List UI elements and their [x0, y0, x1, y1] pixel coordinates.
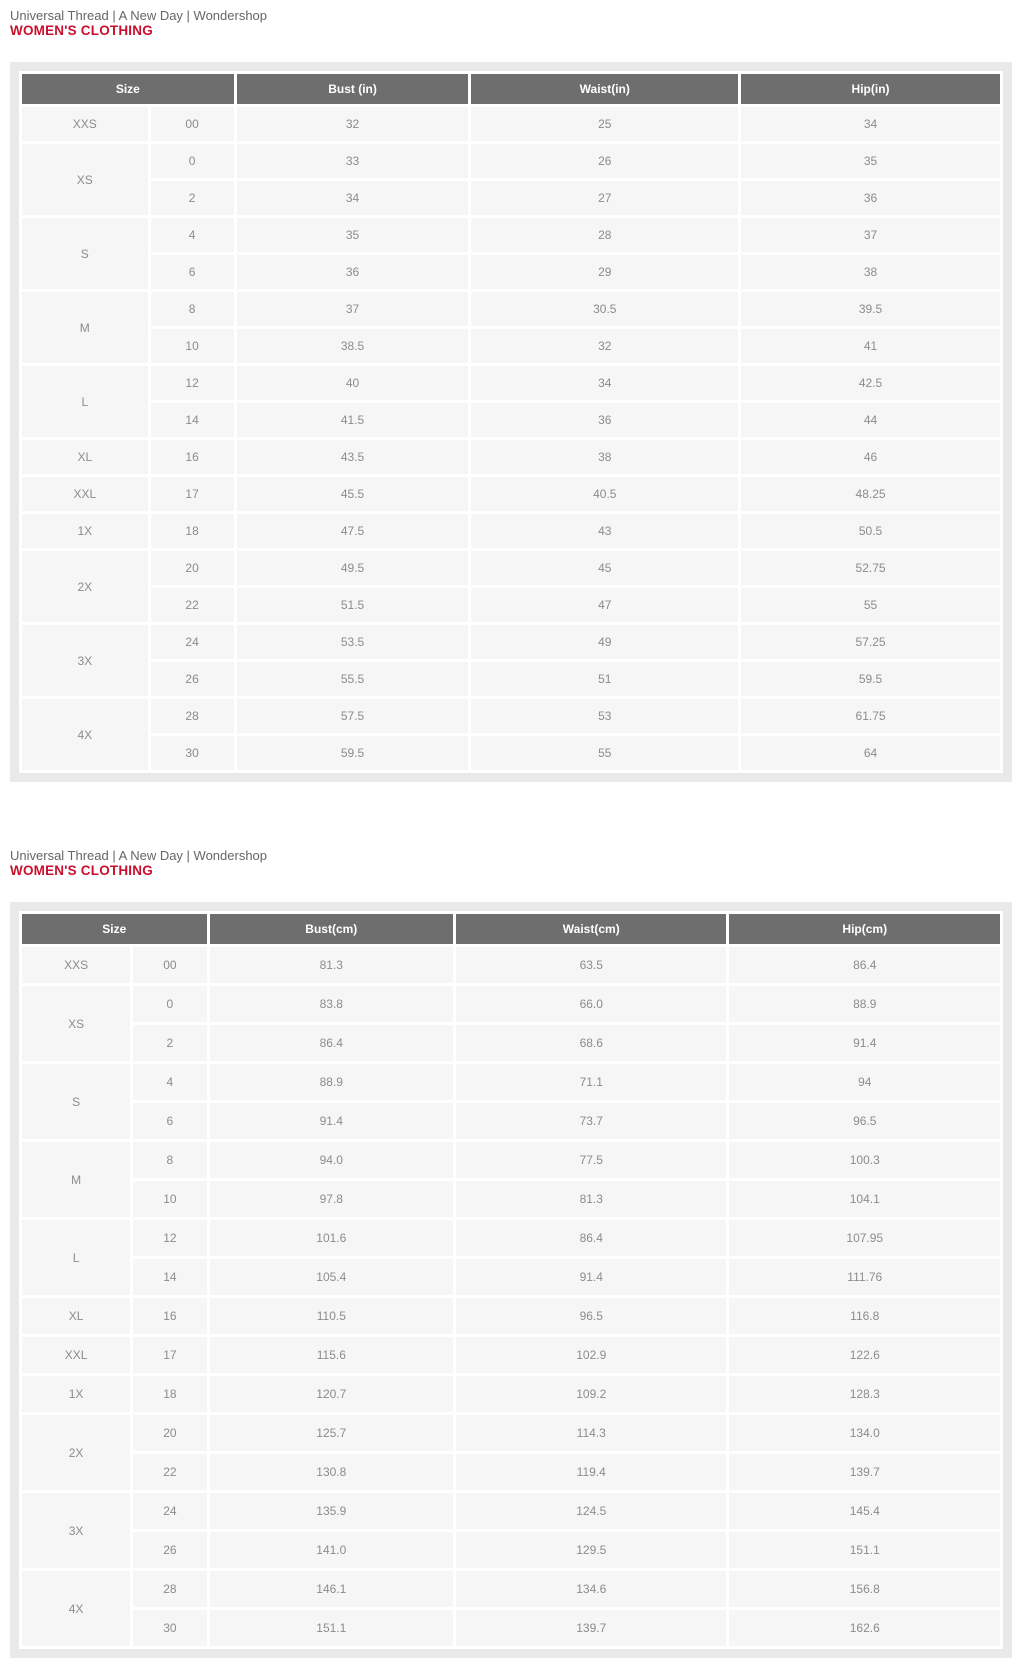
size-number-cell: 20 — [133, 1415, 206, 1451]
bust-cell: 57.5 — [237, 699, 469, 733]
table-row — [22, 329, 1000, 363]
hip-cell: 42.5 — [741, 366, 1000, 400]
waist-cell: 81.3 — [456, 1181, 726, 1217]
waist-cell: 91.4 — [456, 1259, 726, 1295]
size-table-cm — [19, 911, 1003, 1649]
table-row — [22, 1454, 1000, 1490]
bust-cell: 115.6 — [210, 1337, 453, 1373]
hip-cell: 50.5 — [741, 514, 1000, 548]
column-header: Bust(cm) — [210, 914, 453, 944]
column-header: Size — [22, 914, 207, 944]
waist-cell: 68.6 — [456, 1025, 726, 1061]
table-row — [22, 1025, 1000, 1061]
table-row — [22, 625, 1000, 659]
hip-cell: 39.5 — [741, 292, 1000, 326]
hip-cell: 57.25 — [741, 625, 1000, 659]
waist-cell: 40.5 — [471, 477, 738, 511]
table-row — [22, 1298, 1000, 1334]
waist-cell: 36 — [471, 403, 738, 437]
size-table-in — [19, 71, 1003, 773]
column-header: Bust (in) — [237, 74, 469, 104]
bust-cell: 40 — [237, 366, 469, 400]
size-number-cell: 10 — [151, 329, 234, 363]
hip-cell: 55 — [741, 588, 1000, 622]
size-number-cell: 22 — [151, 588, 234, 622]
size-label-cell: XL — [22, 440, 148, 474]
hip-cell: 104.1 — [729, 1181, 1000, 1217]
size-number-cell: 8 — [133, 1142, 206, 1178]
size-number-cell: 4 — [133, 1064, 206, 1100]
size-number-cell: 2 — [133, 1025, 206, 1061]
size-chart-section-centimeters — [10, 848, 1012, 1658]
bust-cell: 94.0 — [210, 1142, 453, 1178]
size-number-cell: 16 — [133, 1298, 206, 1334]
hip-cell: 34 — [741, 107, 1000, 141]
waist-cell: 86.4 — [456, 1220, 726, 1256]
size-label-cell: 1X — [22, 514, 148, 548]
bust-cell: 151.1 — [210, 1610, 453, 1646]
size-label-cell: 3X — [22, 625, 148, 696]
size-number-cell: 2 — [151, 181, 234, 215]
table-row — [22, 403, 1000, 437]
table-body — [22, 107, 1000, 770]
bust-cell: 38.5 — [237, 329, 469, 363]
table-row — [22, 1571, 1000, 1607]
size-number-cell: 0 — [151, 144, 234, 178]
table-row — [22, 1337, 1000, 1373]
waist-cell: 38 — [471, 440, 738, 474]
bust-cell: 51.5 — [237, 588, 469, 622]
hip-cell: 111.76 — [729, 1259, 1000, 1295]
waist-cell: 63.5 — [456, 947, 726, 983]
size-number-cell: 4 — [151, 218, 234, 252]
bust-cell: 135.9 — [210, 1493, 453, 1529]
table-row — [22, 1064, 1000, 1100]
waist-cell: 114.3 — [456, 1415, 726, 1451]
waist-cell: 27 — [471, 181, 738, 215]
waist-cell: 139.7 — [456, 1610, 726, 1646]
bust-cell: 45.5 — [237, 477, 469, 511]
waist-cell: 49 — [471, 625, 738, 659]
hip-cell: 88.9 — [729, 986, 1000, 1022]
size-number-cell: 26 — [151, 662, 234, 696]
size-number-cell: 16 — [151, 440, 234, 474]
size-label-cell: M — [22, 292, 148, 363]
waist-cell: 32 — [471, 329, 738, 363]
size-label-cell: L — [22, 1220, 130, 1295]
table-row — [22, 1610, 1000, 1646]
table-row — [22, 1220, 1000, 1256]
bust-cell: 41.5 — [237, 403, 469, 437]
category-title: WOMEN'S CLOTHING — [10, 23, 153, 38]
hip-cell: 37 — [741, 218, 1000, 252]
waist-cell: 96.5 — [456, 1298, 726, 1334]
waist-cell: 119.4 — [456, 1454, 726, 1490]
table-row — [22, 1376, 1000, 1412]
size-number-cell: 14 — [151, 403, 234, 437]
waist-cell: 30.5 — [471, 292, 738, 326]
size-label-cell: XXL — [22, 477, 148, 511]
size-number-cell: 22 — [133, 1454, 206, 1490]
bust-cell: 125.7 — [210, 1415, 453, 1451]
table-row — [22, 736, 1000, 770]
size-number-cell: 24 — [151, 625, 234, 659]
bust-cell: 141.0 — [210, 1532, 453, 1568]
bust-cell: 49.5 — [237, 551, 469, 585]
size-number-cell: 18 — [151, 514, 234, 548]
bust-cell: 43.5 — [237, 440, 469, 474]
bust-cell: 47.5 — [237, 514, 469, 548]
size-number-cell: 6 — [133, 1103, 206, 1139]
hip-cell: 156.8 — [729, 1571, 1000, 1607]
hip-cell: 86.4 — [729, 947, 1000, 983]
bust-cell: 120.7 — [210, 1376, 453, 1412]
size-number-cell: 26 — [133, 1532, 206, 1568]
size-number-cell: 28 — [151, 699, 234, 733]
waist-cell: 102.9 — [456, 1337, 726, 1373]
size-number-cell: 24 — [133, 1493, 206, 1529]
size-number-cell: 18 — [133, 1376, 206, 1412]
table-header-row — [22, 74, 1000, 104]
hip-cell: 116.8 — [729, 1298, 1000, 1334]
waist-cell: 29 — [471, 255, 738, 289]
waist-cell: 66.0 — [456, 986, 726, 1022]
table-row — [22, 366, 1000, 400]
table-row — [22, 1181, 1000, 1217]
hip-cell: 59.5 — [741, 662, 1000, 696]
category-title: WOMEN'S CLOTHING — [10, 863, 153, 878]
size-label-cell: 2X — [22, 1415, 130, 1490]
waist-cell: 25 — [471, 107, 738, 141]
size-label-cell: XXS — [22, 107, 148, 141]
bust-cell: 83.8 — [210, 986, 453, 1022]
size-label-cell: S — [22, 218, 148, 289]
size-number-cell: 00 — [151, 107, 234, 141]
table-body — [22, 947, 1000, 1646]
hip-cell: 46 — [741, 440, 1000, 474]
table-row — [22, 255, 1000, 289]
table-row — [22, 218, 1000, 252]
size-label-cell: XS — [22, 144, 148, 215]
size-label-cell: XS — [22, 986, 130, 1061]
size-label-cell: 2X — [22, 551, 148, 622]
size-number-cell: 0 — [133, 986, 206, 1022]
table-row — [22, 1259, 1000, 1295]
hip-cell: 52.75 — [741, 551, 1000, 585]
waist-cell: 51 — [471, 662, 738, 696]
hip-cell: 94 — [729, 1064, 1000, 1100]
waist-cell: 28 — [471, 218, 738, 252]
bust-cell: 110.5 — [210, 1298, 453, 1334]
table-row — [22, 986, 1000, 1022]
bust-cell: 34 — [237, 181, 469, 215]
column-header: Hip(cm) — [729, 914, 1000, 944]
waist-cell: 129.5 — [456, 1532, 726, 1568]
bust-cell: 35 — [237, 218, 469, 252]
hip-cell: 38 — [741, 255, 1000, 289]
size-number-cell: 20 — [151, 551, 234, 585]
hip-cell: 41 — [741, 329, 1000, 363]
size-chart-section-inches — [10, 8, 1012, 782]
waist-cell: 124.5 — [456, 1493, 726, 1529]
table-row — [22, 181, 1000, 215]
table-row — [22, 551, 1000, 585]
table-row — [22, 1532, 1000, 1568]
table-header-row — [22, 914, 1000, 944]
column-header: Hip(in) — [741, 74, 1000, 104]
bust-cell: 55.5 — [237, 662, 469, 696]
waist-cell: 47 — [471, 588, 738, 622]
bust-cell: 97.8 — [210, 1181, 453, 1217]
hip-cell: 91.4 — [729, 1025, 1000, 1061]
hip-cell: 64 — [741, 736, 1000, 770]
bust-cell: 146.1 — [210, 1571, 453, 1607]
waist-cell: 34 — [471, 366, 738, 400]
waist-cell: 134.6 — [456, 1571, 726, 1607]
brand-line: Universal Thread | A New Day | Wondershop — [10, 848, 268, 863]
waist-cell: 43 — [471, 514, 738, 548]
waist-cell: 77.5 — [456, 1142, 726, 1178]
hip-cell: 134.0 — [729, 1415, 1000, 1451]
hip-cell: 36 — [741, 181, 1000, 215]
table-row — [22, 514, 1000, 548]
table-row — [22, 440, 1000, 474]
table-row — [22, 1493, 1000, 1529]
size-number-cell: 17 — [133, 1337, 206, 1373]
bust-cell: 105.4 — [210, 1259, 453, 1295]
bust-cell: 101.6 — [210, 1220, 453, 1256]
table-row — [22, 1415, 1000, 1451]
hip-cell: 151.1 — [729, 1532, 1000, 1568]
table-row — [22, 1103, 1000, 1139]
size-number-cell: 6 — [151, 255, 234, 289]
bust-cell: 86.4 — [210, 1025, 453, 1061]
table-row — [22, 588, 1000, 622]
size-label-cell: XXS — [22, 947, 130, 983]
hip-cell: 128.3 — [729, 1376, 1000, 1412]
size-number-cell: 12 — [133, 1220, 206, 1256]
size-label-cell: 1X — [22, 1376, 130, 1412]
hip-cell: 107.95 — [729, 1220, 1000, 1256]
hip-cell: 139.7 — [729, 1454, 1000, 1490]
size-label-cell: S — [22, 1064, 130, 1139]
size-number-cell: 00 — [133, 947, 206, 983]
size-number-cell: 17 — [151, 477, 234, 511]
waist-cell: 109.2 — [456, 1376, 726, 1412]
hip-cell: 44 — [741, 403, 1000, 437]
column-header: Waist(cm) — [456, 914, 726, 944]
bust-cell: 36 — [237, 255, 469, 289]
size-label-cell: 4X — [22, 699, 148, 770]
table-row — [22, 1142, 1000, 1178]
waist-cell: 45 — [471, 551, 738, 585]
table-row — [22, 292, 1000, 326]
size-label-cell: L — [22, 366, 148, 437]
hip-cell: 162.6 — [729, 1610, 1000, 1646]
bust-cell: 130.8 — [210, 1454, 453, 1490]
size-label-cell: XXL — [22, 1337, 130, 1373]
size-number-cell: 30 — [133, 1610, 206, 1646]
waist-cell: 55 — [471, 736, 738, 770]
bust-cell: 32 — [237, 107, 469, 141]
size-number-cell: 14 — [133, 1259, 206, 1295]
table-wrapper-inches — [10, 62, 1012, 782]
size-number-cell: 10 — [133, 1181, 206, 1217]
size-number-cell: 28 — [133, 1571, 206, 1607]
hip-cell: 100.3 — [729, 1142, 1000, 1178]
size-label-cell: XL — [22, 1298, 130, 1334]
size-number-cell: 30 — [151, 736, 234, 770]
bust-cell: 81.3 — [210, 947, 453, 983]
waist-cell: 53 — [471, 699, 738, 733]
hip-cell: 145.4 — [729, 1493, 1000, 1529]
table-row — [22, 107, 1000, 141]
size-label-cell: 4X — [22, 1571, 130, 1646]
waist-cell: 26 — [471, 144, 738, 178]
table-wrapper-centimeters — [10, 902, 1012, 1658]
table-row — [22, 699, 1000, 733]
bust-cell: 37 — [237, 292, 469, 326]
bust-cell: 53.5 — [237, 625, 469, 659]
hip-cell: 35 — [741, 144, 1000, 178]
hip-cell: 96.5 — [729, 1103, 1000, 1139]
hip-cell: 122.6 — [729, 1337, 1000, 1373]
size-number-cell: 12 — [151, 366, 234, 400]
waist-cell: 71.1 — [456, 1064, 726, 1100]
size-number-cell: 8 — [151, 292, 234, 326]
table-row — [22, 947, 1000, 983]
bust-cell: 91.4 — [210, 1103, 453, 1139]
table-row — [22, 144, 1000, 178]
hip-cell: 48.25 — [741, 477, 1000, 511]
bust-cell: 33 — [237, 144, 469, 178]
size-label-cell: 3X — [22, 1493, 130, 1568]
waist-cell: 73.7 — [456, 1103, 726, 1139]
table-row — [22, 477, 1000, 511]
table-row — [22, 662, 1000, 696]
bust-cell: 88.9 — [210, 1064, 453, 1100]
column-header: Size — [22, 74, 234, 104]
brand-line: Universal Thread | A New Day | Wondershop — [10, 8, 268, 23]
size-label-cell: M — [22, 1142, 130, 1217]
column-header: Waist(in) — [471, 74, 738, 104]
hip-cell: 61.75 — [741, 699, 1000, 733]
bust-cell: 59.5 — [237, 736, 469, 770]
